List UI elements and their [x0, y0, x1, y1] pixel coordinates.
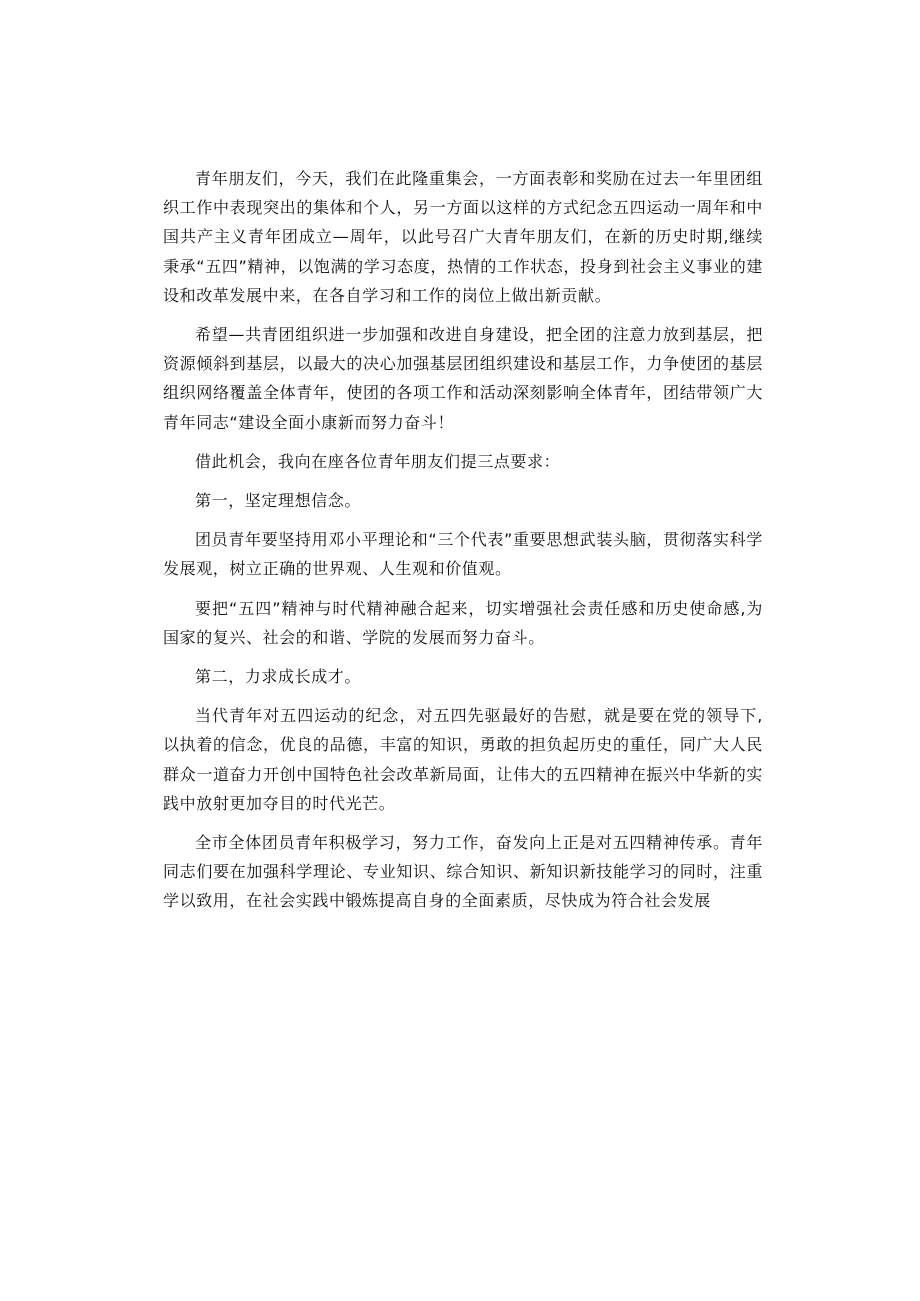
paragraph-1: 青年朋友们，今天，我们在此隆重集会，一方面表彰和奖励在过去一年里团组织工作中表现突出的集体和个人，另一方面以这样的方式纪念五四运动一周年和中国共产主义青年团成立—周年，以此号召广大青年朋友们，在新的历史时期,继续秉承“五四”精神，以饱满的学习态度，热情的工作状态，投身到社会主义事业的建设和改革发展中来，在各自学习和工作的岗位上做出新贡献。 [163, 169, 763, 305]
document-body [163, 164, 763, 926]
paragraph-4: 第一，坚定理想信念。 [195, 491, 362, 511]
paragraph-7: 第二，力求成长成才。 [195, 667, 362, 687]
paragraph-3: 借此机会，我向在座各位青年朋友们提三点要求： [195, 451, 561, 471]
paragraph-8: 当代青年对五四运动的纪念，对五四先驱最好的告慰，就是要在党的领导下,以执着的信念，优良的品德，丰富的知识，勇敢的担负起历史的重任，同广大人民群众一道奋力开创中国特色社会改革新局面，让伟大的五四精神在振兴中华新的实践中放射更加夺目的时代光芒。 [163, 706, 763, 813]
paragraph-5: 团员青年要坚持用邓小平理论和“三个代表”重要思想武装头脑，贯彻落实科学发展观，树立正确的世界观、人生观和价值观。 [163, 530, 763, 579]
paragraph-6: 要把“五四”精神与时代精神融合起来，切实增强社会责任感和历史使命感,为国家的复兴、社会的和谐、学院的发展而努力奋斗。 [163, 598, 763, 647]
paragraph-9: 全市全体团员青年积极学习，努力工作，奋发向上正是对五四精神传承。青年同志们要在加强科学理论、专业知识、综合知识、新知识新技能学习的同时，注重学以致用，在社会实践中锻炼提高自身的全面素质，尽快成为符合社会发展 [163, 833, 763, 911]
paragraph-2: 希望—共青团组织进一步加强和改进自身建设，把全团的注意力放到基层，把资源倾斜到基层，以最大的决心加强基层团组织建设和基层工作，力争使团的基层组织网络覆盖全体青年，使团的各项工作和活动深刻影响全体青年，团结带领广大青年同志“建设全面小康新而努力奋斗！ [163, 325, 763, 432]
